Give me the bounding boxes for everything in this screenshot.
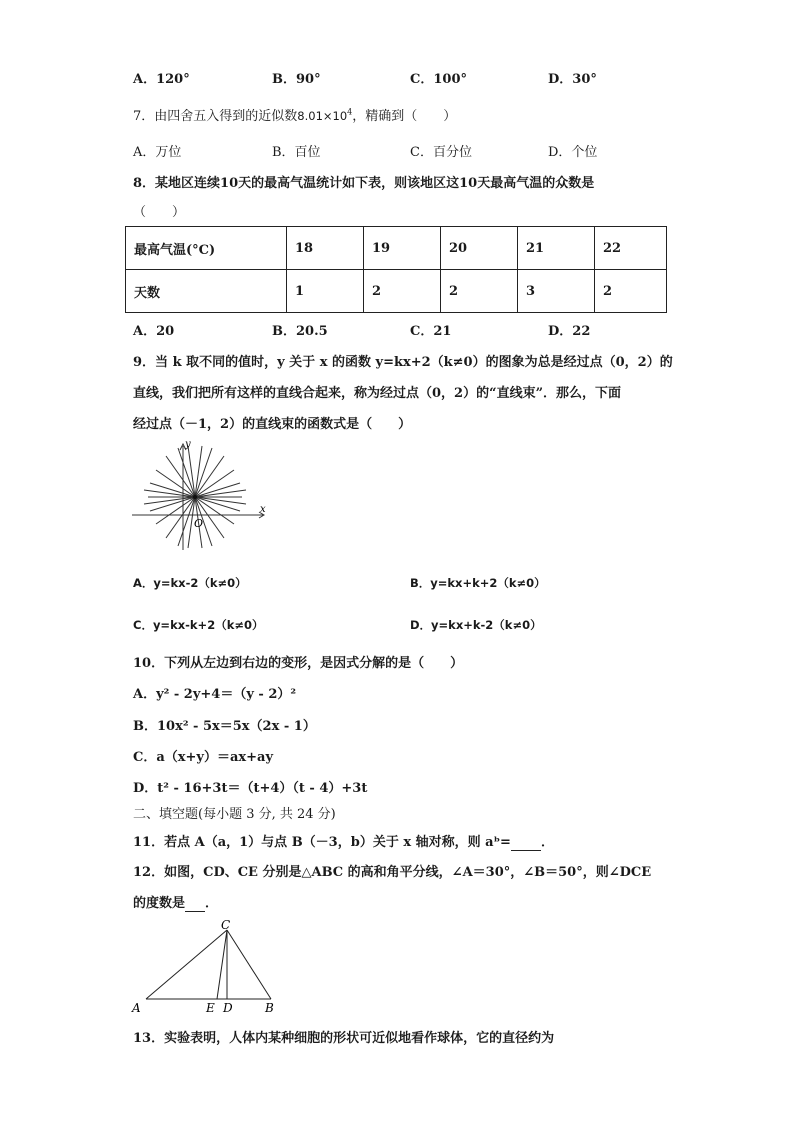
q13-stem: 13．实验表明，人体内某种细胞的形状可近似地看作球体，它的直径约为 <box>133 1031 555 1046</box>
q8-stem-line1: 8．某地区连续10天的最高气温统计如下表，则该地区这10天最高气温的众数是 <box>133 176 595 191</box>
q7-stem <box>133 105 456 124</box>
q9-stem-line2: 直线，我们把所有这样的直线合起来，称为经过点（0，2）的“直线束”．那么，下面 <box>133 386 622 401</box>
temperature-table <box>125 226 667 313</box>
table-cell: 21 <box>518 227 595 270</box>
q8-option-d: D．22 <box>548 324 591 339</box>
q9-option-c: C．y=kx-k+2（k≠0） <box>133 618 264 632</box>
y-axis-label: y <box>185 439 191 450</box>
q12-line2-end: ． <box>205 896 219 911</box>
vertex-b-label: B <box>265 1001 274 1015</box>
q12-line2-text: 的度数是 <box>133 896 186 911</box>
q10-stem: 10．下列从左边到右边的变形，是因式分解的是（ ） <box>133 656 464 671</box>
origin-label: O <box>194 517 204 530</box>
table-cell: 2 <box>441 270 518 313</box>
table-cell: 2 <box>595 270 667 313</box>
q9-option-d: D．y=kx+k-2（k≠0） <box>410 618 542 632</box>
q10-option-d: D．t² - 16+3t＝（t+4）（t - 4）+3t <box>133 781 368 796</box>
vertex-a-label: A <box>132 1001 141 1015</box>
q12-stem-line2 <box>133 892 218 912</box>
q6-option-d: D．30° <box>548 72 597 87</box>
q7-exponent: 4 <box>347 107 353 117</box>
q7-stem-prefix: 7．由四舍五入得到的近似数 <box>133 109 298 124</box>
q8-option-c: C．21 <box>410 324 452 339</box>
q8-stem-line2: （ ） <box>133 205 186 220</box>
q6-option-c: C．100° <box>410 72 467 87</box>
vertex-c-label: C <box>221 918 231 932</box>
section-heading: 二、填空题(每小题 3 分, 共 24 分) <box>133 807 336 822</box>
q12-stem-line1: 12．如图，CD、CE 分别是△ABC 的高和角平分线，∠A＝30°，∠B＝50°，则∠DCE <box>133 865 652 880</box>
q7-option-b: B．百位 <box>272 145 321 160</box>
q11-end: ． <box>540 835 554 850</box>
q9-option-a: A．y=kx-2（k≠0） <box>133 576 247 590</box>
point-d-label: D <box>223 1001 233 1015</box>
point-e-label: E <box>206 1001 215 1015</box>
q6-option-b: B．90° <box>272 72 321 87</box>
q7-option-a: A．万位 <box>133 145 182 160</box>
q9-option-b: B．y=kx+k+2（k≠0） <box>410 576 546 590</box>
line-bundle-figure <box>128 438 273 553</box>
side-ac <box>146 930 227 999</box>
x-axis-label: x <box>260 504 266 515</box>
common-point <box>193 495 197 499</box>
table-cell: 20 <box>441 227 518 270</box>
table-cell: 18 <box>287 227 364 270</box>
table-header-label: 最高气温(°C) <box>126 227 287 270</box>
q11-answer-blank <box>511 835 541 851</box>
q11-text: 11．若点 A（a，1）与点 B（－3，b）关于 x 轴对称，则 aᵇ= <box>133 835 511 850</box>
q8-option-b: B．20.5 <box>272 324 328 339</box>
q7-option-d: D．个位 <box>548 145 598 160</box>
q8-option-a: A．20 <box>133 324 175 339</box>
table-row-label: 天数 <box>126 270 287 313</box>
bisector-ce <box>217 930 227 999</box>
q9-stem-line1: 9．当 k 取不同的值时，y 关于 x 的函数 y=kx+2（k≠0）的图象为总是经过点（0，2）的 <box>133 355 673 370</box>
table-row <box>126 227 667 270</box>
q7-stem-suffix: ，精确到（ ） <box>352 109 457 124</box>
side-bc <box>227 930 271 999</box>
q7-option-c: C．百分位 <box>410 145 472 160</box>
q10-option-a: A．y² - 2y+4＝（y - 2）² <box>133 687 297 702</box>
q10-option-c: C．a（x+y）＝ax+ay <box>133 750 274 765</box>
table-cell: 2 <box>364 270 441 313</box>
q6-option-a: A．120° <box>133 72 190 87</box>
q7-number: 8.01×10 <box>297 109 348 123</box>
q10-option-b: B．10x² - 5x＝5x（2x - 1） <box>133 719 316 734</box>
q12-answer-blank <box>185 896 205 912</box>
table-row <box>126 270 667 313</box>
table-cell: 22 <box>595 227 667 270</box>
table-cell: 3 <box>518 270 595 313</box>
triangle-figure <box>130 915 280 1015</box>
table-cell: 1 <box>287 270 364 313</box>
q9-stem-line3: 经过点（－1，2）的直线束的函数式是（ ） <box>133 417 412 432</box>
q11-stem <box>133 831 554 851</box>
table-cell: 19 <box>364 227 441 270</box>
